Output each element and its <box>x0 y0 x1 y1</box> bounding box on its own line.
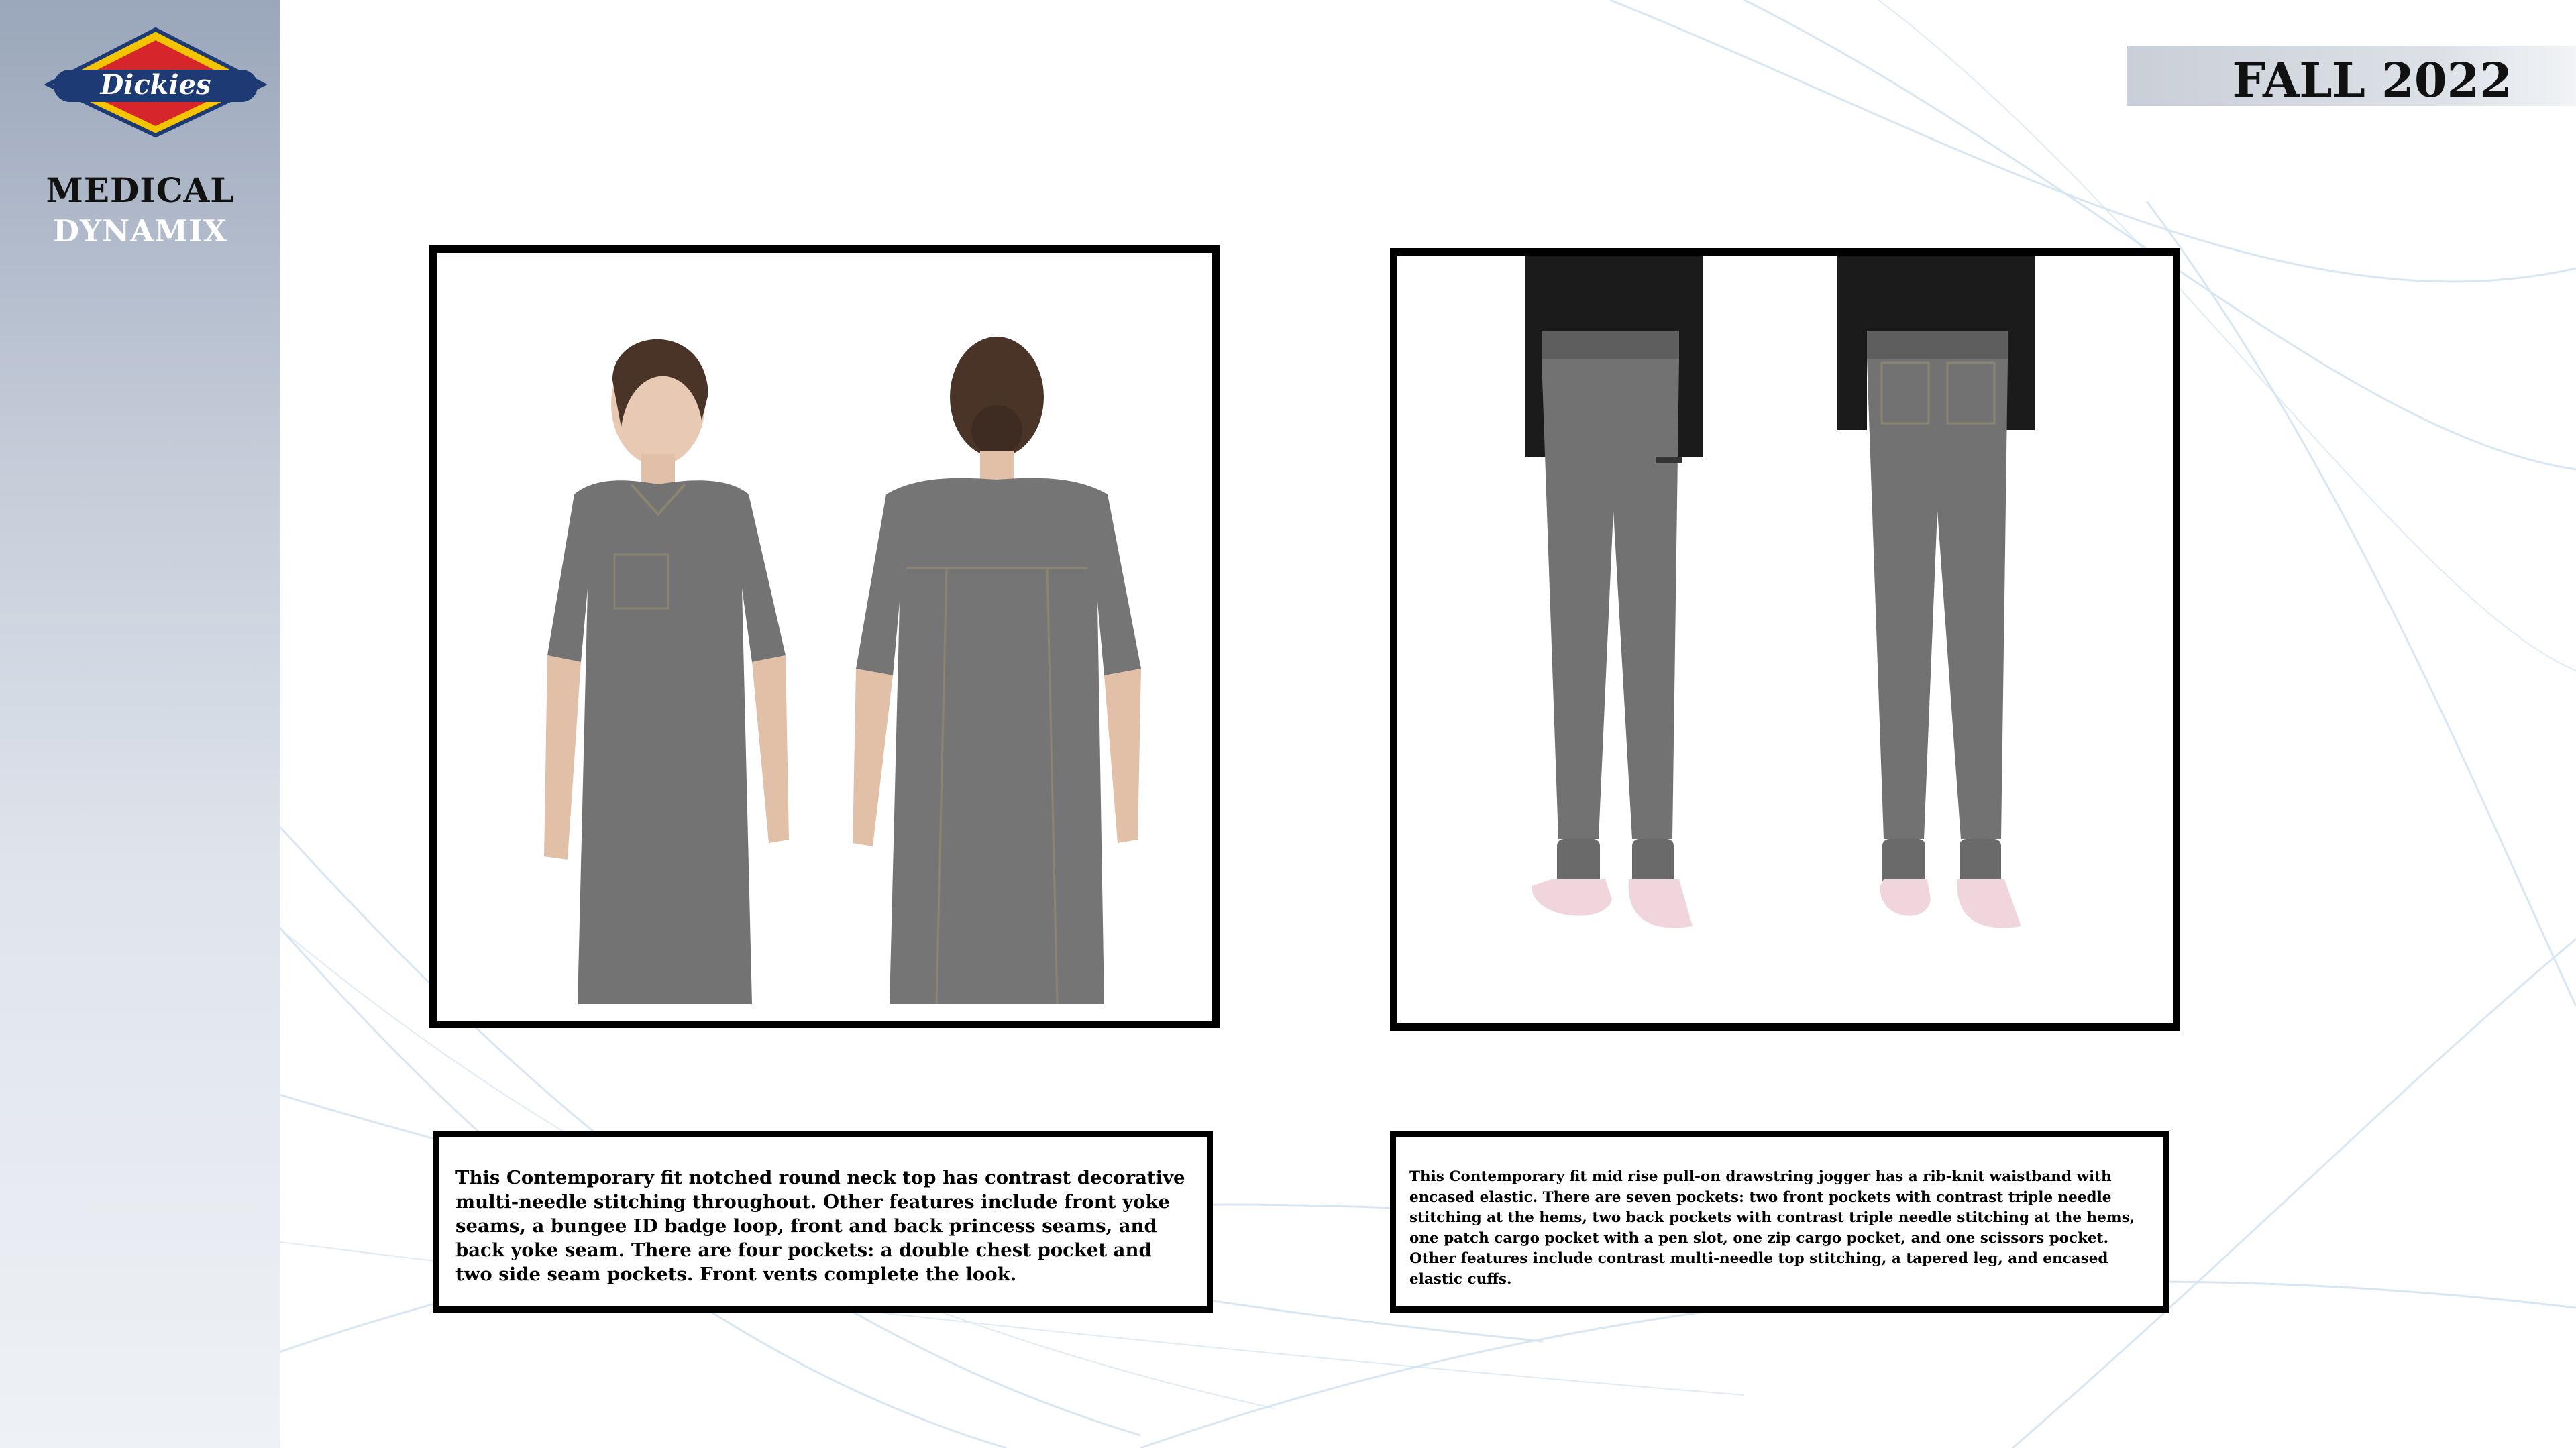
season-banner <box>2127 46 2576 106</box>
scrub-top-illustration <box>437 253 1212 1021</box>
brand-sidebar <box>0 0 280 1448</box>
product-image-scrub-top <box>429 245 1220 1028</box>
model-back <box>853 337 1141 1004</box>
model-back-legs <box>1837 256 2035 928</box>
season-label: FALL 2022 <box>2232 52 2512 108</box>
dickies-logo <box>42 25 270 140</box>
jogger-pants-illustration <box>1397 256 2173 1023</box>
product-image-jogger-pants <box>1390 248 2180 1031</box>
brand-line-dynamix: DYNAMIX <box>53 213 227 249</box>
product-description-pants: This Contemporary fit mid rise pull-on drawstring jogger has a rib-knit waistband with encased elastic. There are seven pockets: two front pockets with contrast triple needle stitching at the hems, two back pockets with contrast triple needle stitching at the hems, one patch cargo pocket with a pen slot, one zip cargo pocket, and one scissors pocket. Other features include contrast multi-needle top stitching, a tapered leg, and encased elastic cuffs. <box>1390 1131 2169 1313</box>
logo-wordmark: Dickies <box>100 69 211 101</box>
model-front <box>544 339 789 1004</box>
brand-line-medical: MEDICAL <box>46 170 235 210</box>
product-description-top: This Contemporary fit notched round neck top has contrast decorative multi-needle stitching throughout. Other features include front yoke seams, a bungee ID badge loop, front and back princess seams, and back yoke seam. There are four pockets: a double chest pocket and two side seam pockets. Front vents complete the look. <box>433 1131 1213 1313</box>
model-front-legs <box>1525 256 1703 928</box>
